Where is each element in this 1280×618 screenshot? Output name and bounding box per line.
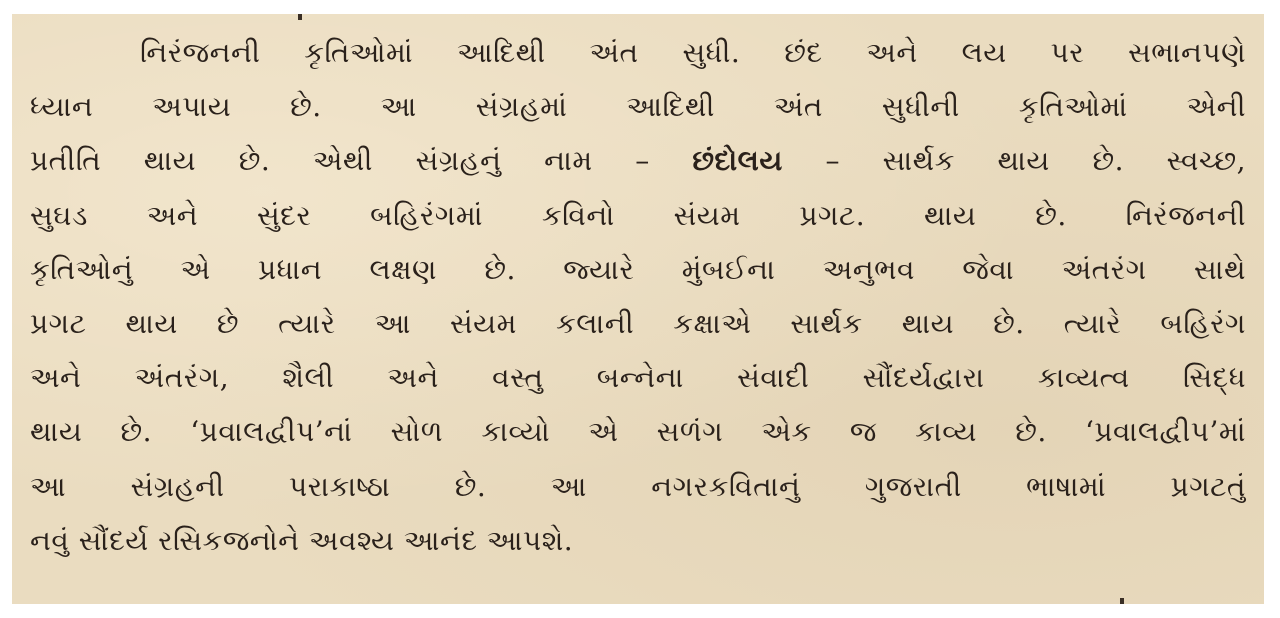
- text-run: નવું સૌંદર્ય રસિકજનોને અવશ્ય આનંદ આપશે.: [30, 523, 574, 557]
- text-run: કૃતિઓનું એ પ્રધાન લક્ષણ છે. જ્યારે મુંબઈના અનુભવ જેવા અંતરંગ સાથે: [30, 252, 1246, 286]
- text-line-3: [30, 134, 1246, 188]
- scan-mark: [1120, 598, 1124, 604]
- text-line-2: [30, 80, 1246, 134]
- text-line-9: [30, 460, 1246, 514]
- book-title-bold: છંદોલય: [692, 144, 783, 178]
- text-run: સુઘડ અને સુંદર બહિરંગમાં કવિનો સંયમ પ્રગટ. થાય છે. નિરંજનની: [30, 198, 1246, 232]
- scanned-page: [12, 14, 1264, 604]
- scan-mark: [298, 14, 302, 20]
- text-line-6: [30, 297, 1246, 351]
- text-run: નિરંજનની કૃતિઓમાં આદિથી અંત સુધી. છંદ અને લય પર સભાનપણે: [140, 36, 1246, 69]
- text-run: ધ્યાન અપાય છે. આ સંગ્રહમાં આદિથી અંત સુધીની કૃતિઓમાં એની: [30, 90, 1246, 124]
- text-line-1: [30, 26, 1246, 80]
- text-line-8: [30, 405, 1246, 459]
- text-run: આ સંગ્રહની પરાકાષ્ઠા છે. આ નગરકવિતાનું ગુજરાતી ભાષામાં પ્રગટતું: [30, 469, 1246, 503]
- text-run: થાય છે. ‘પ્રવાલદ્વીપ’નાં સોળ કાવ્યો એ સળંગ એક જ કાવ્ય છે. ‘પ્રવાલદ્વીપ’માં: [30, 415, 1246, 449]
- text-line-5: [30, 243, 1246, 297]
- text-run: અને અંતરંગ, શૈલી અને વસ્તુ બન્નેના સંવાદી સૌંદર્યદ્વારા કાવ્યત્વ સિદ્ધ: [30, 361, 1246, 395]
- text-line-10: [30, 514, 1246, 568]
- text-run: પ્રતીતિ થાય છે. એથી સંગ્રહનું નામ –: [30, 144, 693, 178]
- text-run: પ્રગટ થાય છે ત્યારે આ સંયમ કલાની કક્ષાએ સાર્થક થાય છે. ત્યારે બહિરંગ: [30, 306, 1246, 340]
- paragraph-text: [30, 26, 1246, 568]
- text-line-4: [30, 189, 1246, 243]
- text-run: – સાર્થક થાય છે. સ્વચ્છ,: [782, 144, 1246, 178]
- text-line-7: [30, 351, 1246, 405]
